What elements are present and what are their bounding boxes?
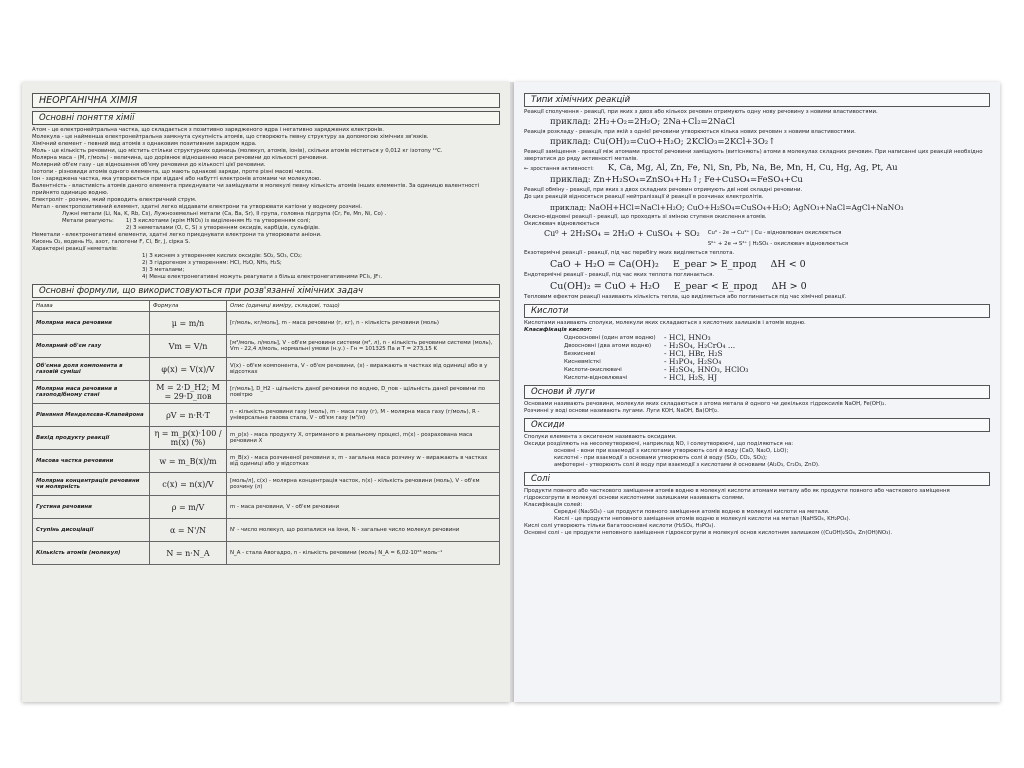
endo-energy: E_реаг < E_прод [673, 281, 758, 292]
section-header-bases: Основи й луги [524, 385, 990, 399]
row-description: N_A - стала Авогадро, n - кількість речовини (моль) N_A = 6,02·10²³ моль⁻¹ [227, 542, 500, 565]
row-description: [г/моль], D_H2 - щільність даної речовини по водню, D_пов - щільність даної речовини по повітрю [227, 381, 500, 404]
row-formula: ρ = m/V [150, 496, 227, 519]
table-row [33, 427, 500, 450]
concept-molecule: Молекула - це найменша електронейтральна замкнута сукупність атомів, що створюють певну структуру за допомогою хімічних зв'язків. [32, 134, 429, 140]
table-row [33, 358, 500, 381]
row-description: [м³/моль, л/моль], V - об'єм речовини системи (м³, л), n - кількість речовини системи (моль), Vm - 22,4 л/моль, нормальні умови (н.у.) - Гн = 101325 Па и T = 273,15 K [227, 335, 500, 358]
row-formula: φ(x) = V(x)/V [150, 358, 227, 381]
activity-label: ← зростання активності: [524, 165, 594, 172]
row-name: Рівняння Менделєєва-Клапейрона [33, 404, 150, 427]
table-header-row [33, 301, 500, 312]
metals-react-item: 1) З кислотами (крім HNO₃) із виділенням H₂ та утворенням солі; [125, 218, 311, 224]
row-formula: ρV = n·R·T [150, 404, 227, 427]
row-description: m_B(x) - маса розчиненої речовини x, m - загальна маса розчину w - виражають в частках від одиниці або у відсотках [227, 450, 500, 473]
acid-name: Кислоти-відновлювачі [564, 375, 628, 381]
column-header-name: Назва [33, 301, 150, 312]
reaction-redox: Окисно-відновні реакції - реакції, що проходять зі зміною ступеня окислення атомів. [524, 214, 767, 220]
redox-block [544, 228, 990, 250]
row-formula: c(x) = n(x)/V [150, 473, 227, 496]
activity-series [524, 163, 990, 174]
acid-row [524, 366, 990, 374]
salts-basic: Основні солі - це продукти неповного заміщення гідроксогрупи в молекулі основ кислотним залишком ((CuOH)₂SO₄, Zn(OH)NO₃). [524, 530, 893, 536]
row-formula: Vm = V/n [150, 335, 227, 358]
concept-valence: Валентність - властивість атомів даного елемента приєднувати чи заміщувати в молекулі певну кількість атомів інших елементів. За одиницю валентності прийнято одиницю водню. [32, 183, 480, 196]
section-header-acids: Кислоти [524, 304, 990, 318]
endo-equation: Cu(OH)₂ = CuO + H₂O [550, 281, 660, 292]
exo-energy: E_реаг > E_прод [672, 259, 757, 270]
table-row [33, 404, 500, 427]
row-description: [моль/л], c(x) - молярна концентрація часток, n(x) - кількість речовини (моль), V - об'єм розчину (л) [227, 473, 500, 496]
salts-definition: Продукти повного або часткового заміщення атомів водню в молекулі кислоти атомами металу або як продукти повного або часткового заміщення гідроксогрупи в молекулі основи кислотними залишками називають солями. [524, 488, 950, 501]
left-page-content [32, 90, 500, 694]
exo-row [550, 258, 990, 271]
concept-molar-mass: Молярна маса - (M, г/моль) - величина, що дорівнює відношенню маси речовини до кількості речовини. [32, 155, 328, 161]
reaction-exchange-example: приклад: NaOH+HCl=NaCl+H₂O; CuO+H₂SO₄=CuSO₄+H₂O; AgNO₃+NaCl=AgCl+NaNO₃ [550, 203, 904, 212]
row-name: Молярна маса речовини [33, 312, 150, 335]
bases-alkali: Розчинні у воді основи називають лугами. Луги KOH, NaOH, Ba(OH)₂. [524, 408, 719, 414]
row-formula: w = m_B(x)/m [150, 450, 227, 473]
page-title: НЕОРГАНІЧНА ХІМІЯ [32, 93, 500, 108]
salt-type: Кислі - це продукти неповного заміщення атомів водню в молекулі кислоти на метал (NaHSO₄, KH₂PO₄). [554, 516, 851, 522]
acid-name: Кисневмісткі [564, 359, 601, 365]
oxides-definition: Сполуки елемента з оксигеном називають оксидами. [524, 434, 677, 440]
redox-half-reaction: S⁶⁺ + 2e → S⁴⁺ | H₂SO₄ - окислювач відновлюється [707, 241, 849, 247]
metals-react [32, 218, 500, 232]
redox-subtitle: Окислювач відновлюється [524, 221, 600, 227]
oxide-type: основні - вони при взаємодії з кислотами утворюють солі й воду (CaO, Na₂O, Li₂O); [554, 448, 789, 454]
section-header-reaction-types: Типи хімічних реакцій [524, 93, 990, 107]
column-header-formula: Формула [150, 301, 227, 312]
concept-ion: Іон - заряджена частка, яка утворюється при віддачі або набутті електронів атомами чи молекулою. [32, 176, 322, 182]
table-row [33, 473, 500, 496]
concept-element: Хімічний елемент - певний вид атомів з однаковим позитивним зарядом ядра. [32, 141, 257, 147]
acid-formula: - HCl, HBr, H₂S [664, 349, 723, 358]
salts-acidic-note: Кислі солі утворюють тільки багатоосновні кислоти (H₂SO₄, H₃PO₄). [524, 523, 716, 529]
salts-classification: Класифікація солей: [524, 502, 583, 508]
reaction-decomposition: Реакція розкладу - реакція, при якій з однієї речовини утворюються кілька нових речовин з новими властивостями. [524, 129, 856, 135]
reaction-exchange: Реакції обміну - реакції, при яких з двох складних речовин отримують дві нові складні речовини. [524, 187, 803, 193]
redox-equation: Cu⁰ + 2H₂SO₄ = 2H₂O + CuSO₄ + SO₂ [544, 229, 700, 238]
concept-nonmetal: Неметали - електронегативні елементи, здатні легко приєднувати електрони та утворювати аніони. [32, 232, 322, 238]
column-header-description: Опис (одиниці виміру, складові, тощо) [227, 301, 500, 312]
nonmetal-prop: 4) Менш електронегативні можуть реагувати з більш електронегативними PCl₅, JF₇. [142, 274, 383, 280]
acid-name: Одноосновні (один атом водню) [564, 335, 656, 341]
concept-molar-volume: Молярний об'єм газу - це відношення об'єму речовини до кількості цієї речовини. [32, 162, 266, 168]
row-description: N' - число молекул, що розпалися на іони, N - загальне число молекул речовини [227, 519, 500, 542]
exo-enthalpy: ΔH < 0 [770, 259, 806, 270]
table-row [33, 542, 500, 565]
table-row [33, 381, 500, 404]
row-formula: M = 2·D_H2; M = 29·D_пов [150, 381, 227, 404]
nonmetal-props-label: Характерні реакції неметалів: [32, 246, 118, 252]
endo-enthalpy: ΔH > 0 [771, 281, 807, 292]
table-row [33, 496, 500, 519]
metals-react-item: 2) З неметалами (O, C, S) з утворенням оксидів, карбідів, сульфідів. [125, 225, 320, 231]
bases-definition: Основами називають речовини, молекули яких складаються з атома метала й одного чи декількох гідроксилів NaOH, Fe(OH)₂. [524, 401, 887, 407]
table-row [33, 519, 500, 542]
row-name: Ступінь дисоціації [33, 519, 150, 542]
section-header-oxides: Оксиди [524, 418, 990, 432]
acid-name: Безкисневі [564, 351, 596, 357]
reaction-endothermic: Ендотермічні реакції - реакції, під час яких теплота поглинається. [524, 272, 715, 278]
metals-react-label: Метали реагують: [62, 218, 114, 224]
heat-effect: Тепловим ефектом реакції називають кількість тепла, що виділяється або поглинається під час хімічної реакції. [524, 294, 847, 300]
nonmetal-examples: Кисень O₂, водень H₂, азот, галогени F, Cl, Br, J, сірка S. [32, 239, 191, 245]
metals-line: Лужні метали (Li, Na, K, Rb, Cs), Лужноземельні метали (Ca, Ba, Sr), ІІ група, головна підгрупа (Cr, Fe, Mn, Ni, Co) . [62, 211, 387, 217]
concept-metal: Метал - електропозитивний елемент, здатні легко віддавати електрони та утворювати катіони у водному розчині. [32, 204, 362, 210]
row-name: Густина речовини [33, 496, 150, 519]
row-name: Вихід продукту реакції [33, 427, 150, 450]
table-row [33, 335, 500, 358]
concept-electrolyte: Електроліт - розчин, який проводить електричний струм. [32, 197, 197, 203]
left-page [22, 82, 510, 702]
acid-row [524, 358, 990, 366]
oxides-division: Оксиди розділяють на несолеутворюючі, наприклад NO, і солеутворюючі, що поділяються на: [524, 441, 794, 447]
section-header-salts: Солі [524, 472, 990, 486]
row-description: n - кількість речовини газу (моль), m - маса газу (г), M - молярна маса газу (г/моль), R - універсальна газова стала, V - об'єм газу (м³/л) [227, 404, 500, 427]
reaction-substitution-example: приклад: Zn+H₂SO₄=ZnSO₄+H₂↑; Fe+CuSO₄=FeSO₄+Cu [550, 175, 803, 185]
activity-list: K, Ca, Mg, Al, Zn, Fe, Ni, Sn, Pb, Na, Be, Mn, H, Cu, Hg, Ag, Pt, Au [607, 163, 898, 173]
concept-atom: Атом - це електронейтральна частка, що складається з позитивно зарядженого ядра і негативно заряджених електронів. [32, 127, 384, 133]
row-description: [г/моль, кг/моль], m - маса речовини (г, кг), n - кількість речовини (моль) [227, 312, 500, 335]
concept-mole: Моль - це кількість речовини, що містить стільки структурних одиниць (молекул, атомів, іонів), скільки атомів міститься у 0,012 кг ізотопу ¹²C. [32, 148, 443, 154]
nonmetal-prop: 3) З металами; [142, 267, 185, 273]
row-formula: η = m_p(x)·100 / m(x) (%) [150, 427, 227, 450]
acid-name: Кислоти-окислювачі [564, 367, 622, 373]
oxide-type: кислотні - при взаємодії з основами утворюють солі й воду (SO₂, CO₂, SO₃); [554, 455, 767, 461]
nonmetal-prop: 2) З гідрогеном з утворенням: HCl, H₂O, NH₃, H₂S; [142, 260, 282, 266]
acids-definition: Кислотами називають сполуки, молекули яких складаються з кислотних залишків і атомів водню. [524, 320, 806, 326]
row-name: Молярний об'єм газу [33, 335, 150, 358]
table-row [33, 450, 500, 473]
reaction-exothermic: Екзотермічні реакції - реакції, під час перебігу яких виділяється теплота. [524, 250, 735, 256]
acid-formula: - H₃PO₄, H₂SO₄ [664, 357, 722, 366]
acids-classification: Класифікація кислот: [524, 327, 593, 333]
concept-isotopes: Ізотопи - різновиди атомів одного елемента, що мають однакові заряди, проте різні масові числа. [32, 169, 313, 175]
formulas-table [32, 300, 500, 565]
acid-row [524, 334, 990, 342]
reaction-compound-example: приклад: 2H₂+O₂=2H₂O; 2Na+Cl₂=2NaCl [550, 117, 735, 127]
acid-formula: - HCl, HNO₃ [664, 333, 711, 342]
redox-half-reaction: Cu⁰ - 2e → Cu²⁺ | Cu - відновлювач окислюється [707, 230, 842, 236]
row-description: V(x) - об'єм компонента, V - об'єм речовини, (x) - виражають в частках від одиниці або в у відсотках [227, 358, 500, 381]
acid-row [524, 350, 990, 358]
salt-type: Середні (Na₂SO₄) - це продукти повного заміщення атомів водню в молекулі кислоти на метали. [554, 509, 830, 515]
acid-name: Двоосновні (два атоми водню) [564, 343, 652, 349]
endo-row [550, 280, 990, 293]
row-name: Об'ємна доля компонента в газовій суміші [33, 358, 150, 381]
acid-row [524, 374, 990, 382]
row-name: Молярна концентрація речовини чи молярність [33, 473, 150, 496]
row-formula: α = N'/N [150, 519, 227, 542]
row-name: Молярна маса речовини в газоподібному стані [33, 381, 150, 404]
acid-formula: - H₂SO₄, HNO₃, HClO₃ [664, 365, 749, 374]
reaction-compound: Реакції сполучення - реакції, при яких з двох або кількох речовин отримують одну нову речовину з новими властивостями. [524, 109, 878, 115]
right-page [514, 82, 1000, 702]
oxide-type: амфотерні - утворюють солі й воду при взаємодії з кислотами й основами (Al₂O₃, Cr₂O₃, ZnO). [554, 462, 820, 468]
exo-equation: CaO + H₂O = Ca(OH)₂ [550, 259, 659, 270]
acid-formula: - H₂SO₄, H₂CrO₄ ... [664, 341, 736, 350]
reaction-substitution: Реакції заміщення - реакції між атомами простої речовини заміщують (витісняють) атоми в молекулах складних речовин. При написанні цих реакцій необхідно звертатися до ряду активності металів. [524, 149, 983, 162]
table-row [33, 312, 500, 335]
row-name: Масова частка речовини [33, 450, 150, 473]
nonmetal-prop: 1) З киснем з утворенням кислих оксидів: SO₂, SO₃, CO₂; [142, 253, 302, 259]
acid-row [524, 342, 990, 350]
row-name: Кількість атомів (молекул) [33, 542, 150, 565]
reaction-exchange-note: До цих реакцій відносяться реакції нейтралізації й реакції в розчинах електролітів. [524, 194, 764, 200]
reaction-decomposition-example: приклад: Cu(OH)₂=CuO+H₂O; 2KClO₃=2KCl+3O₂↑ [550, 137, 776, 147]
section-header-concepts: Основні поняття хімії [32, 111, 500, 125]
row-formula: μ = m/n [150, 312, 227, 335]
section-header-formulas: Основні формули, що використовуються при розв'язанні хімічних задач [32, 284, 500, 298]
acid-formula: - HCl, H₂S, HJ [664, 373, 718, 382]
row-description: m - маса речовини, V - об'єм речовини [227, 496, 500, 519]
row-description: m_p(x) - маса продукту X, отриманого в реальному процесі, m(x) - розрахована маса речовини X [227, 427, 500, 450]
row-formula: N = n·N_A [150, 542, 227, 565]
right-page-content [524, 90, 990, 694]
